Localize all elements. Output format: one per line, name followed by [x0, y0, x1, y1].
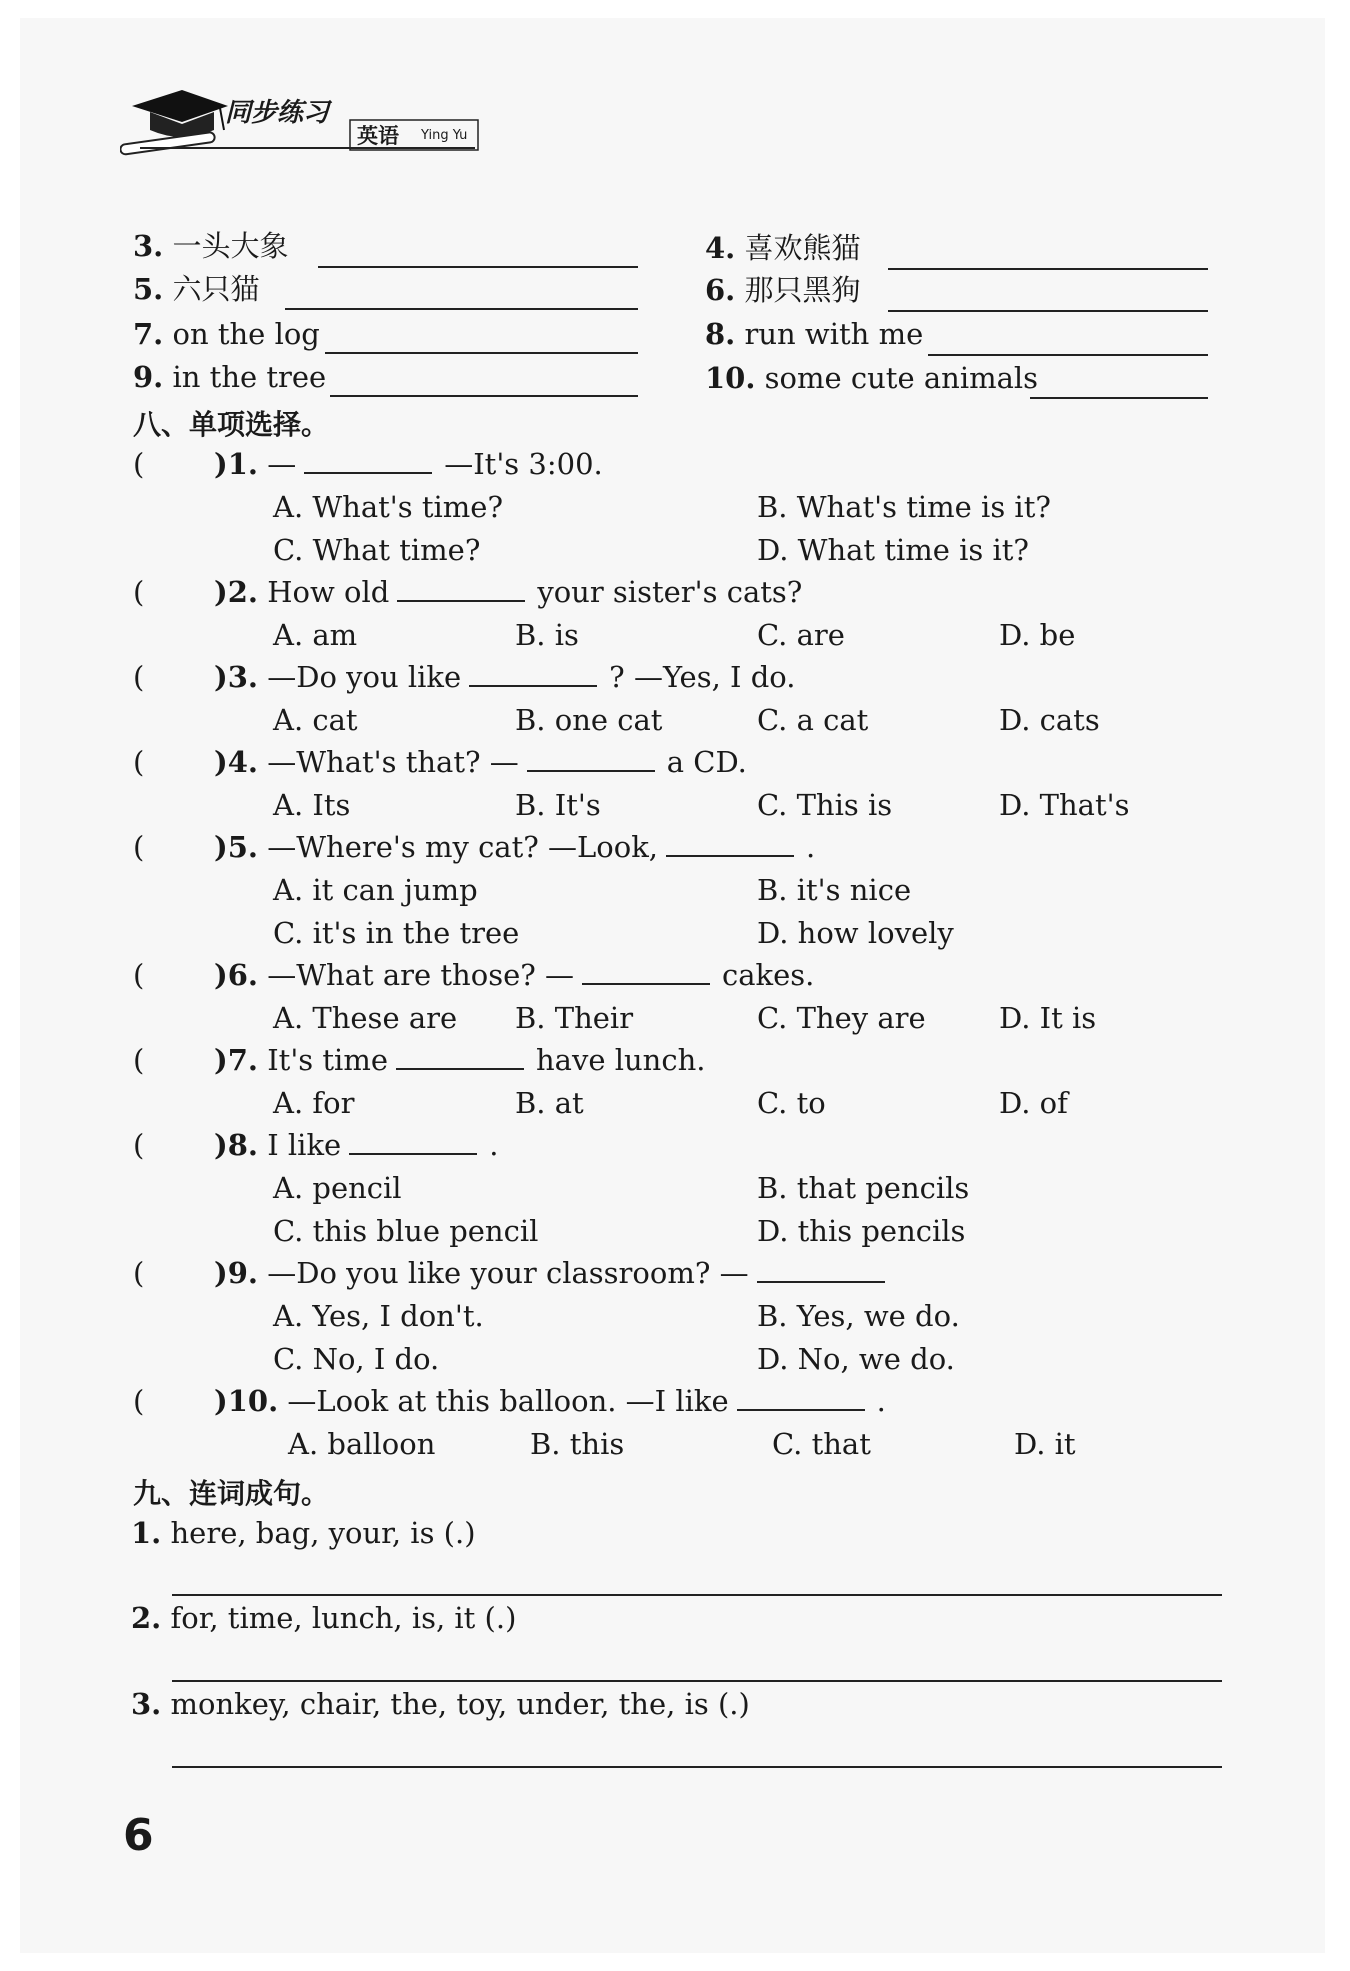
option-d[interactable]: D. be	[999, 618, 1076, 652]
answer-blank[interactable]	[527, 744, 655, 772]
question-stem: It's time	[267, 1043, 388, 1077]
option-b[interactable]: B. this	[530, 1427, 625, 1461]
question-number: )4.	[214, 745, 258, 779]
question-3	[214, 659, 795, 695]
question-number: )8.	[214, 1128, 258, 1162]
option-c[interactable]: C. No, I do.	[273, 1342, 440, 1376]
answer-paren-8[interactable]: (	[133, 1128, 145, 1162]
option-a[interactable]: A. for	[273, 1086, 355, 1120]
option-a[interactable]: A. These are	[273, 1001, 458, 1035]
page-number: 6	[123, 1810, 154, 1861]
question-stem: I like	[267, 1128, 342, 1162]
option-c[interactable]: C. are	[757, 618, 845, 652]
option-d[interactable]: D. how lovely	[757, 916, 954, 950]
question-number: )7.	[214, 1043, 258, 1077]
reorder-answer-line-1[interactable]	[172, 1594, 1222, 1596]
question-number: )1.	[214, 447, 258, 481]
option-c[interactable]: C. a cat	[757, 703, 869, 737]
option-c[interactable]: C. They are	[757, 1001, 926, 1035]
vocab-answer-line-10[interactable]	[1030, 397, 1208, 399]
question-10	[214, 1383, 886, 1419]
header-subject: 英语	[357, 124, 399, 148]
option-d[interactable]: D. It is	[999, 1001, 1097, 1035]
answer-paren-1[interactable]: (	[133, 447, 145, 481]
answer-blank[interactable]	[757, 1255, 885, 1283]
option-a[interactable]: A. balloon	[288, 1427, 436, 1461]
question-2	[214, 574, 802, 610]
option-b[interactable]: B. Their	[515, 1001, 634, 1035]
option-d[interactable]: D. What time is it?	[757, 533, 1029, 567]
reorder-item-2: 2. for, time, lunch, is, it (.)	[131, 1601, 517, 1635]
option-d[interactable]: D. That's	[999, 788, 1130, 822]
vocab-item-9: 9. in the tree	[133, 360, 327, 394]
vocab-answer-line-4[interactable]	[888, 268, 1208, 270]
question-stem: —What's that? —	[267, 745, 519, 779]
option-a[interactable]: A. cat	[273, 703, 358, 737]
question-9	[214, 1255, 897, 1291]
answer-blank[interactable]	[666, 829, 794, 857]
question-7	[214, 1042, 706, 1078]
question-1	[214, 446, 603, 482]
question-number: )6.	[214, 958, 258, 992]
vocab-answer-line-3[interactable]	[318, 266, 638, 268]
answer-blank[interactable]	[304, 446, 432, 474]
answer-blank[interactable]	[349, 1127, 477, 1155]
answer-blank[interactable]	[582, 957, 710, 985]
vocab-item-8: 8. run with me	[705, 317, 924, 351]
question-stem-end: ? —Yes, I do.	[609, 660, 796, 694]
option-c[interactable]: C. it's in the tree	[273, 916, 520, 950]
reorder-item-3: 3. monkey, chair, the, toy, under, the, is (.)	[131, 1687, 750, 1721]
question-stem: —Where's my cat? —Look,	[267, 830, 658, 864]
question-6	[214, 957, 814, 993]
option-b[interactable]: B. at	[515, 1086, 584, 1120]
section8-title: 八、单项选择。	[133, 408, 330, 441]
vocab-answer-line-8[interactable]	[928, 354, 1208, 356]
question-stem: —Look at this balloon. —I like	[287, 1384, 729, 1418]
reorder-answer-line-2[interactable]	[172, 1680, 1222, 1682]
question-5	[214, 829, 815, 865]
option-b[interactable]: B. What's time is it?	[757, 490, 1051, 524]
question-number: )2.	[214, 575, 258, 609]
answer-blank[interactable]	[737, 1383, 865, 1411]
answer-paren-10[interactable]: (	[133, 1384, 145, 1418]
question-stem-end: .	[805, 830, 816, 864]
section9-title: 九、连词成句。	[133, 1477, 330, 1510]
answer-paren-4[interactable]: (	[133, 745, 145, 779]
question-stem-end: have lunch.	[536, 1043, 706, 1077]
option-b[interactable]: B. is	[515, 618, 579, 652]
question-stem-end: a CD.	[666, 745, 747, 779]
vocab-answer-line-5[interactable]	[285, 308, 638, 310]
option-c[interactable]: C. This is	[757, 788, 893, 822]
question-stem-end: your sister's cats?	[537, 575, 803, 609]
question-number: )10.	[214, 1384, 279, 1418]
answer-blank[interactable]	[469, 659, 597, 687]
answer-paren-2[interactable]: (	[133, 575, 145, 609]
question-number: )9.	[214, 1256, 258, 1290]
question-stem-end: —It's 3:00.	[444, 447, 603, 481]
option-b[interactable]: B. one cat	[515, 703, 663, 737]
question-stem-end: .	[489, 1128, 499, 1162]
option-a[interactable]: A. it can jump	[273, 873, 478, 907]
option-b[interactable]: B. it's nice	[757, 873, 912, 907]
option-d[interactable]: D. it	[1014, 1427, 1076, 1461]
option-d[interactable]: D. cats	[999, 703, 1100, 737]
reorder-item-1: 1. here, bag, your, is (.)	[131, 1516, 476, 1550]
question-stem: —What are those? —	[267, 958, 574, 992]
vocab-answer-line-6[interactable]	[888, 310, 1208, 312]
question-8	[214, 1127, 498, 1163]
vocab-item-6: 6. 那只黑狗	[705, 273, 861, 307]
vocab-answer-line-9[interactable]	[330, 395, 638, 397]
answer-paren-6[interactable]: (	[133, 958, 145, 992]
answer-blank[interactable]	[396, 1042, 524, 1070]
answer-paren-7[interactable]: (	[133, 1043, 145, 1077]
question-stem-end: cakes.	[722, 958, 815, 992]
question-number: )5.	[214, 830, 258, 864]
option-d[interactable]: D. this pencils	[757, 1214, 966, 1248]
answer-paren-5[interactable]: (	[133, 830, 145, 864]
reorder-answer-line-3[interactable]	[172, 1766, 1222, 1768]
vocab-item-4: 4. 喜欢熊猫	[705, 231, 861, 265]
option-a[interactable]: A. Yes, I don't.	[273, 1299, 484, 1333]
vocab-item-5: 5. 六只猫	[133, 272, 260, 306]
option-a[interactable]: A. What's time?	[273, 490, 504, 524]
option-d[interactable]: D. of	[999, 1086, 1068, 1120]
header-series: 同步练习	[225, 98, 330, 128]
question-stem: —Do you like your classroom? —	[267, 1256, 749, 1290]
question-4	[214, 744, 747, 780]
option-a[interactable]: A. Its	[273, 788, 351, 822]
question-stem: How old	[267, 575, 390, 609]
vocab-item-10: 10. some cute animals	[705, 361, 1039, 395]
option-b[interactable]: B. Yes, we do.	[757, 1299, 960, 1333]
option-c[interactable]: C. that	[772, 1427, 871, 1461]
option-d[interactable]: D. No, we do.	[757, 1342, 955, 1376]
vocab-item-7: 7. on the log	[133, 317, 320, 351]
question-number: )3.	[214, 660, 258, 694]
option-b[interactable]: B. that pencils	[757, 1171, 970, 1205]
option-b[interactable]: B. It's	[515, 788, 601, 822]
question-stem: —Do you like	[267, 660, 462, 694]
answer-paren-9[interactable]: (	[133, 1256, 145, 1290]
option-c[interactable]: C. What time?	[273, 533, 481, 567]
option-a[interactable]: A. pencil	[273, 1171, 402, 1205]
vocab-item-3: 3. 一头大象	[133, 229, 289, 263]
option-c[interactable]: C. this blue pencil	[273, 1214, 539, 1248]
answer-blank[interactable]	[397, 574, 525, 602]
option-a[interactable]: A. am	[273, 618, 358, 652]
question-stem: —	[267, 447, 297, 481]
answer-paren-3[interactable]: (	[133, 660, 145, 694]
header-subject-pinyin: Ying Yu	[421, 128, 468, 143]
vocab-answer-line-7[interactable]	[325, 352, 638, 354]
question-stem-end: .	[876, 1384, 886, 1418]
option-c[interactable]: C. to	[757, 1086, 826, 1120]
